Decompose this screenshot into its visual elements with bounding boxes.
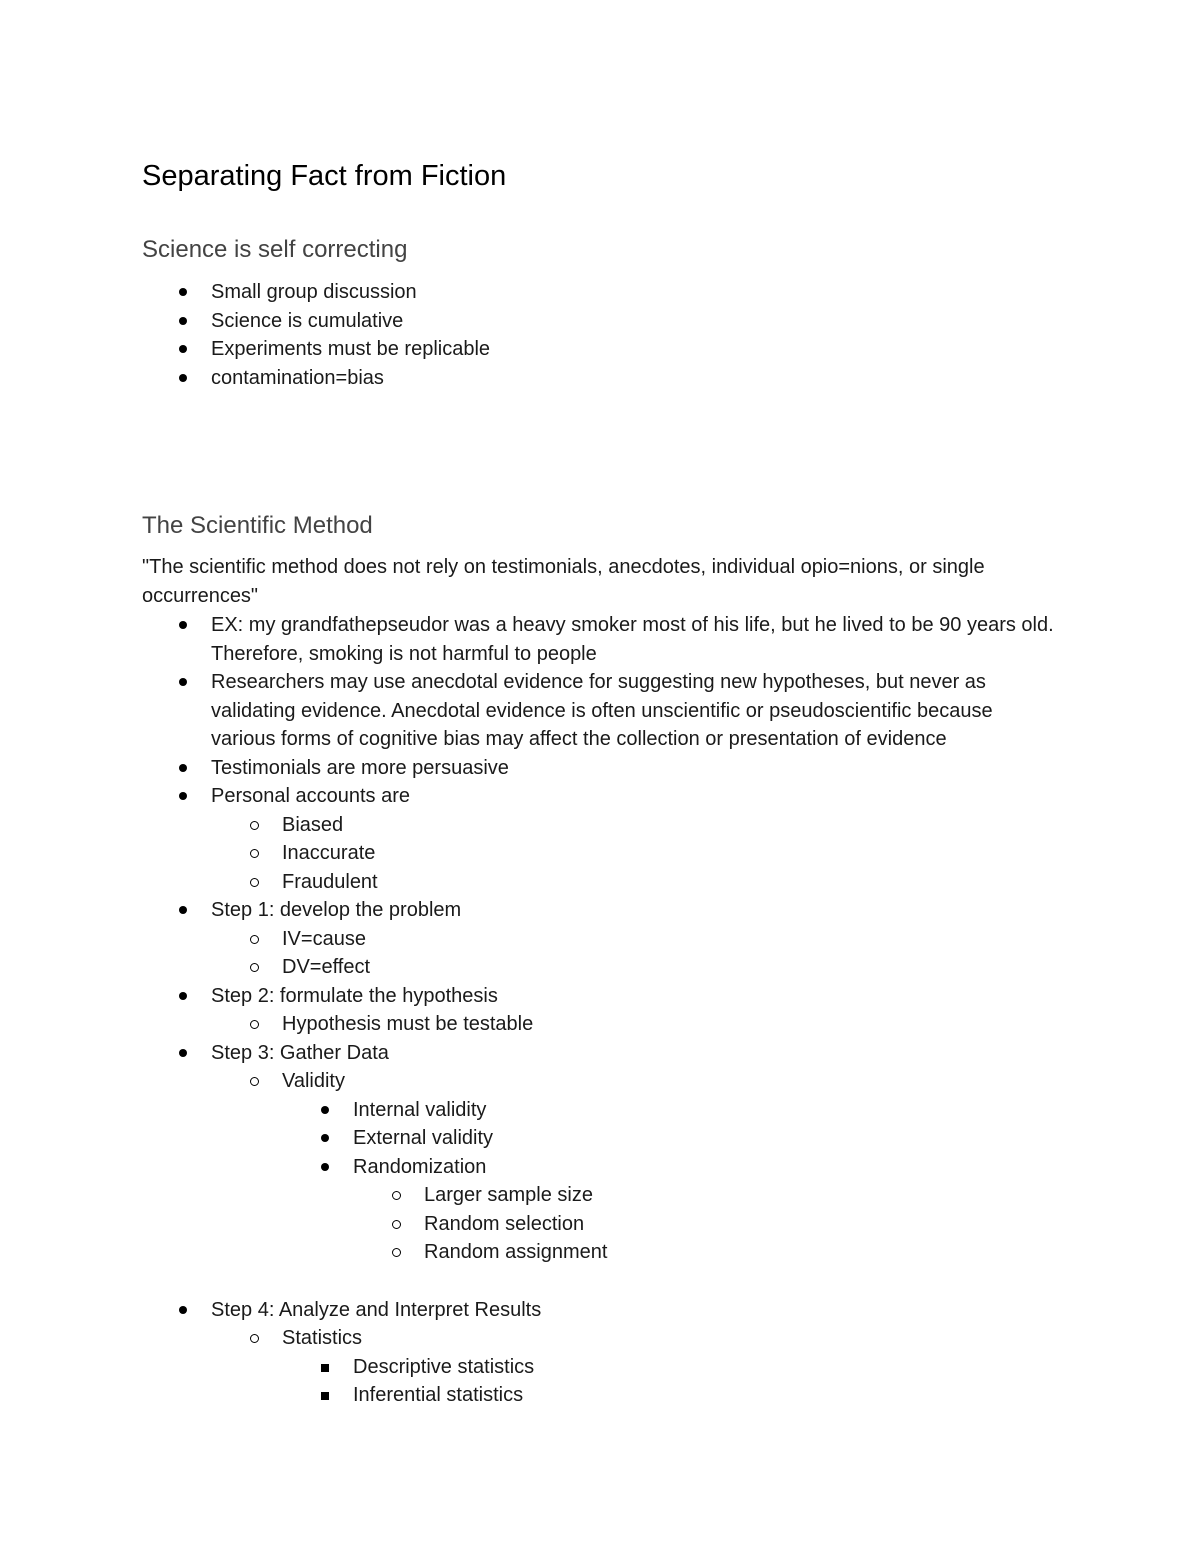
list-item: External validity [142,1124,1062,1153]
bullet-disc-icon [179,1049,187,1057]
list-item: Researchers may use anecdotal evidence for suggesting new hypotheses, but never as validating evidence. Anecdotal evidence is often unscientific or pseudoscientific because various forms of cognitive bias may affect the collection or presentation of evidence [142,668,1062,754]
bullet-circle-icon [392,1191,401,1200]
list-item: IV=cause [142,925,1062,954]
bullet-circle-icon [250,1077,259,1086]
bullet-disc-icon [179,678,187,686]
scientific-method-quote: "The scientific method does not rely on testimonials, anecdotes, individual opio=nions, or single occurrences" [142,556,985,607]
bullet-circle-icon [250,821,259,830]
list-item: Inaccurate [142,839,1062,868]
bullet-disc-icon [321,1134,329,1142]
list-item: Step 3: Gather Data [142,1039,1062,1068]
list-item: Inferential statistics [142,1381,1062,1410]
list-item: Fraudulent [142,868,1062,897]
scientific-method-list [142,611,1062,1410]
list-item: EX: my grandfathepseudor was a heavy smoker most of his life, but he lived to be 90 years old. Therefore, smoking is not harmful to people [142,611,1062,668]
bullet-disc-icon [179,345,187,353]
list-item: Science is cumulative [142,307,1062,336]
list-item: Larger sample size [142,1181,1062,1210]
bullet-circle-icon [392,1248,401,1257]
list-item: contamination=bias [142,364,1062,393]
list-item: Randomization [142,1153,1062,1182]
bullet-disc-icon [179,1306,187,1314]
list-item: Statistics [142,1324,1062,1353]
bullet-disc-icon [179,764,187,772]
section-heading-scientific-method: The Scientific Method [142,512,373,539]
bullet-circle-icon [250,1334,259,1343]
bullet-circle-icon [250,849,259,858]
list-item: Random selection [142,1210,1062,1239]
bullet-circle-icon [250,935,259,944]
bullet-square-icon [321,1364,329,1372]
bullet-circle-icon [250,878,259,887]
bullet-disc-icon [179,374,187,382]
bullet-disc-icon [179,288,187,296]
bullet-square-icon [321,1392,329,1400]
list-item: Validity [142,1067,1062,1096]
list-item: Testimonials are more persuasive [142,754,1062,783]
list-item: Biased [142,811,1062,840]
bullet-disc-icon [321,1106,329,1114]
list-item: Step 4: Analyze and Interpret Results [142,1296,1062,1325]
bullet-circle-icon [250,1020,259,1029]
list-spacer [142,1267,1062,1296]
bullet-disc-icon [179,992,187,1000]
list-item: Experiments must be replicable [142,335,1062,364]
list-item: Descriptive statistics [142,1353,1062,1382]
document-title: Separating Fact from Fiction [142,160,507,192]
list-item: DV=effect [142,953,1062,982]
bullet-disc-icon [179,317,187,325]
bullet-disc-icon [321,1163,329,1171]
list-item: Internal validity [142,1096,1062,1125]
list-item: Random assignment [142,1238,1062,1267]
bullet-circle-icon [250,963,259,972]
list-item: Hypothesis must be testable [142,1010,1062,1039]
list-item: Step 2: formulate the hypothesis [142,982,1062,1011]
bullet-disc-icon [179,792,187,800]
bullet-circle-icon [392,1220,401,1229]
self-correcting-list [142,278,1062,392]
section-heading-self-correcting: Science is self correcting [142,236,408,263]
list-item: Personal accounts are [142,782,1062,811]
bullet-disc-icon [179,906,187,914]
list-item: Step 1: develop the problem [142,896,1062,925]
list-item: Small group discussion [142,278,1062,307]
bullet-disc-icon [179,621,187,629]
